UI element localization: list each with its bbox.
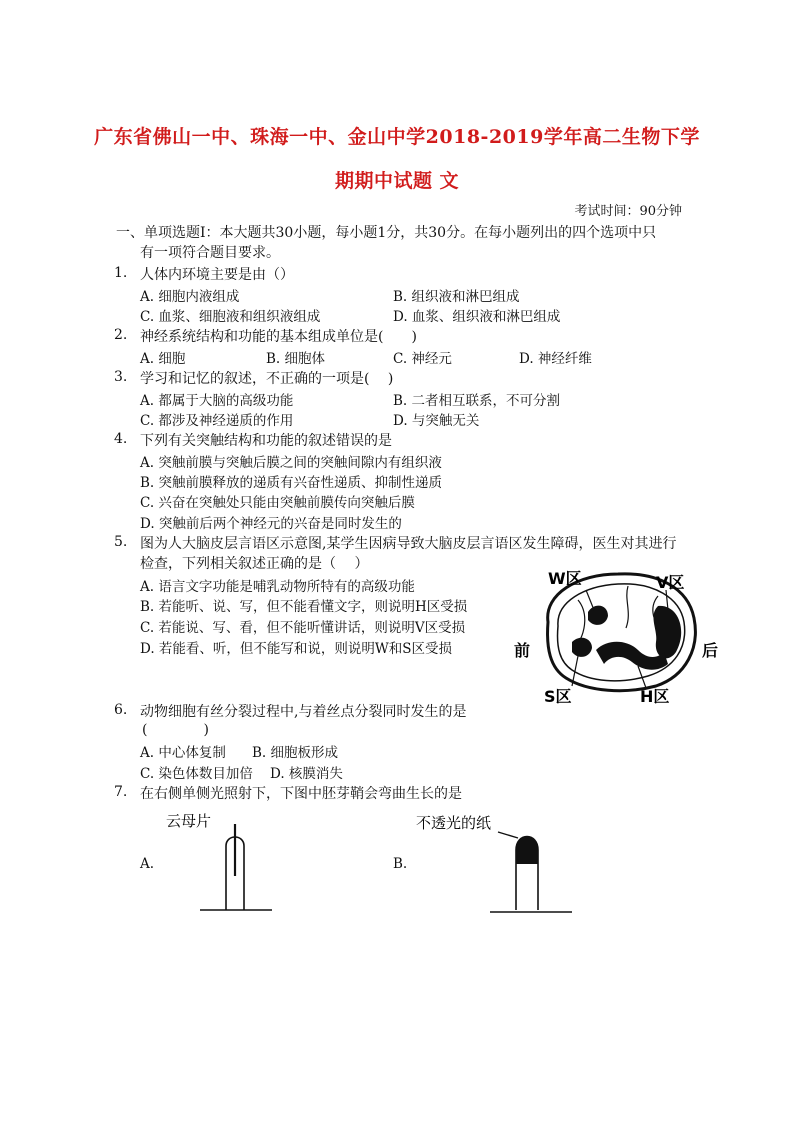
- coleoptile-mica-figure: [160, 806, 300, 916]
- option-a: A. 都属于大脑的高级功能: [140, 393, 294, 409]
- option-b: B. 细胞板形成: [252, 745, 339, 761]
- option-a: A. 突触前膜与突触后膜之间的突触间隙内有组织液: [140, 455, 442, 471]
- question-stem-cont: 检查，下列相关叙述正确的是（ ）: [140, 556, 369, 572]
- option-a: A. 中心体复制: [140, 745, 226, 761]
- question-number: 7.: [114, 784, 128, 800]
- option-c: C. 血浆、细胞液和组织液组成: [140, 309, 321, 325]
- section-intro-2: 有一项符合题目要求。: [140, 245, 280, 261]
- label-w-area: W区: [548, 569, 582, 588]
- question-stem: 在右侧单侧光照射下，下图中胚芽鞘会弯曲生长的是: [140, 786, 462, 802]
- question-stem: 图为人大脑皮层言语区示意图,某学生因病导致大脑皮层言语区发生障碍，医生对其进行: [140, 536, 677, 552]
- question-stem-cont: ( ): [142, 722, 209, 738]
- label-back: 后: [702, 641, 719, 660]
- label-front: 前: [514, 641, 531, 660]
- option-c: C. 若能说、写、看，但不能听懂讲话，则说明V区受损: [140, 620, 466, 636]
- option-c: C. 都涉及神经递质的作用: [140, 413, 294, 429]
- option-d: D. 突触前后两个神经元的兴奋是同时发生的: [140, 516, 402, 532]
- option-c: C. 神经元: [393, 351, 452, 367]
- option-d: D. 神经纤维: [519, 351, 592, 367]
- question-stem: 学习和记忆的叙述，不正确的一项是( ): [140, 371, 394, 387]
- question-stem: 神经系统结构和功能的基本组成单位是( ): [140, 329, 417, 345]
- option-d: D. 血浆、组织液和淋巴组成: [393, 309, 561, 325]
- option-b: B. 组织液和淋巴组成: [393, 289, 520, 305]
- question-stem: 人体内环境主要是由（）: [140, 267, 294, 283]
- brain-language-area-diagram: [508, 560, 728, 710]
- label-opaque-paper: 不透光的纸: [416, 814, 492, 832]
- question-stem: 下列有关突触结构和功能的叙述错误的是: [140, 433, 392, 449]
- option-d: D. 核膜消失: [270, 766, 343, 782]
- title-line-2: 期期中试题 文: [334, 170, 460, 192]
- label-h-area: H区: [640, 687, 670, 706]
- option-d: D. 若能看、听，但不能写和说，则说明W和S区受损: [140, 641, 453, 657]
- option-a: A.: [140, 856, 155, 872]
- section-intro-1: 一、单项选题Ⅰ：本大题共30小题，每小题1分，共30分。在每小题列出的四个选项中只: [116, 225, 657, 241]
- question-stem: 动物细胞有丝分裂过程中,与着丝点分裂同时发生的是: [140, 704, 467, 720]
- option-c: C. 染色体数目加倍: [140, 766, 253, 782]
- question-number: 4.: [114, 431, 128, 447]
- question-number: 6.: [114, 702, 128, 718]
- question-number: 1.: [114, 265, 128, 281]
- option-a: A. 细胞: [140, 351, 186, 367]
- question-number: 5.: [114, 534, 128, 550]
- exam-time: 考试时间：90分钟: [574, 204, 682, 219]
- option-b: B. 二者相互联系，不可分割: [393, 393, 561, 409]
- coleoptile-opaque-cap-figure: [412, 806, 582, 916]
- option-a: A. 语言文字功能是哺乳动物所特有的高级功能: [140, 579, 415, 595]
- option-b: B. 细胞体: [266, 351, 326, 367]
- label-s-area: S区: [544, 687, 572, 706]
- option-b: B. 若能听、说、写，但不能看懂文字，则说明H区受损: [140, 599, 468, 615]
- question-number: 2.: [114, 327, 128, 343]
- option-c: C. 兴奋在突触处只能由突触前膜传向突触后膜: [140, 495, 415, 511]
- option-a: A. 细胞内液组成: [140, 289, 240, 305]
- label-mica: 云母片: [166, 812, 212, 830]
- option-d: D. 与突触无关: [393, 413, 480, 429]
- label-v-area: V区: [656, 573, 685, 592]
- title-line-1: 广东省佛山一中、珠海一中、金山中学2018-2019学年高二生物下学: [94, 126, 700, 148]
- option-b: B. 突触前膜释放的递质有兴奋性递质、抑制性递质: [140, 475, 443, 491]
- option-b: B.: [393, 856, 408, 872]
- question-number: 3.: [114, 369, 128, 385]
